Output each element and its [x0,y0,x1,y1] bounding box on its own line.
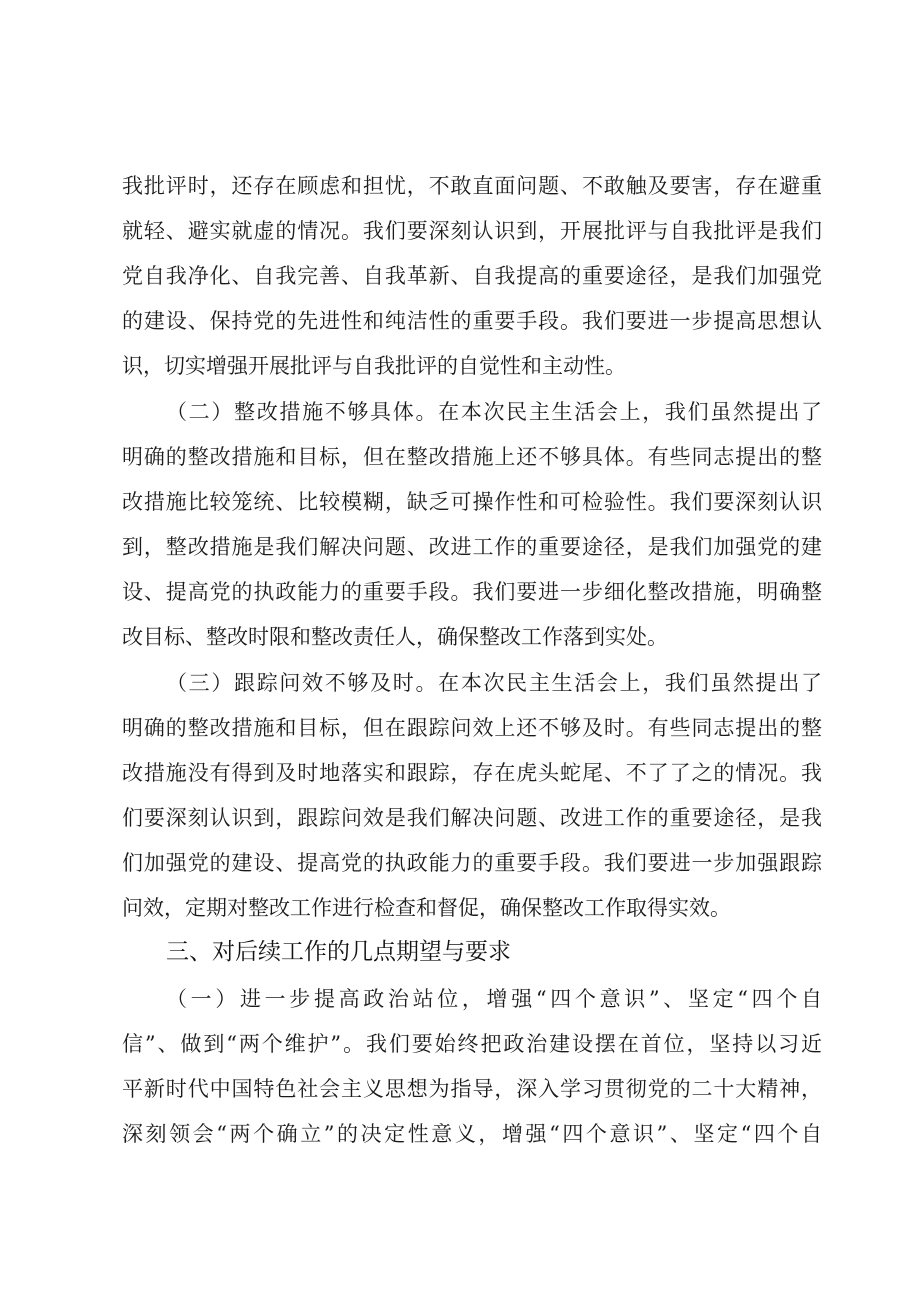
paragraph-2-line-6: 改目标、整改时限和整改责任人，确保整改工作落到实处。 [122,625,668,649]
paragraph-1-line-3: 党自我净化、自我完善、自我革新、自我提高的重要途径，是我们加强党 [122,264,822,288]
paragraph-1-line-2: 就轻、避实就虚的情况。我们要深刻认识到，开展批评与自我批评是我们 [122,219,822,243]
paragraph-1-line-4: 的建设、保持党的先进性和纯洁性的重要手段。我们要进一步提高思想认 [122,309,822,333]
paragraph-1-line-1: 我批评时，还存在顾虑和担忧，不敢直面问题、不敢触及要害，存在避重 [122,174,822,198]
paragraph-4-line-1: （一）进一步提高政治站位，增强“四个意识”、坚定“四个自 [166,987,822,1011]
paragraph-3-line-1: （三）跟踪问效不够及时。在本次民主生活会上，我们虽然提出了 [166,671,822,695]
paragraph-2-line-2: 明确的整改措施和目标，但在整改措施上还不够具体。有些同志提出的整 [122,445,822,469]
paragraph-2-line-1: （二）整改措施不够具体。在本次民主生活会上，我们虽然提出了 [166,400,822,424]
paragraph-3-line-2: 明确的整改措施和目标，但在跟踪问效上还不够及时。有些同志提出的整 [122,716,822,740]
paragraph-3-line-3: 改措施没有得到及时地落实和跟踪，存在虎头蛇尾、不了了之的情况。我 [122,761,822,785]
paragraph-2-line-4: 到，整改措施是我们解决问题、改进工作的重要途径，是我们加强党的建 [122,535,822,559]
paragraph-3-line-4: 们要深刻认识到，跟踪问效是我们解决问题、改进工作的重要途径，是我 [122,806,822,830]
paragraph-2-line-3: 改措施比较笼统、比较模糊，缺乏可操作性和可检验性。我们要深刻认识 [122,490,822,514]
paragraph-4-line-3: 平新时代中国特色社会主义思想为指导，深入学习贯彻党的二十大精神， [122,1077,822,1101]
paragraph-3-line-6: 问效，定期对整改工作进行检查和督促，确保整改工作取得实效。 [122,896,731,920]
paragraph-1-line-5: 识，切实增强开展批评与自我批评的自觉性和主动性。 [122,354,626,378]
paragraph-4-line-2: 信”、做到“两个维护”。我们要始终把政治建设摆在首位，坚持以习近 [122,1032,822,1056]
paragraph-4-line-4: 深刻领会“两个确立”的决定性意义，增强“四个意识”、坚定“四个自 [122,1122,822,1146]
section-heading: 三、对后续工作的几点期望与要求 [166,939,511,965]
paragraph-2-line-5: 设、提高党的执政能力的重要手段。我们要进一步细化整改措施，明确整 [122,580,822,604]
paragraph-3-line-5: 们加强党的建设、提高党的执政能力的重要手段。我们要进一步加强跟踪 [122,851,822,875]
